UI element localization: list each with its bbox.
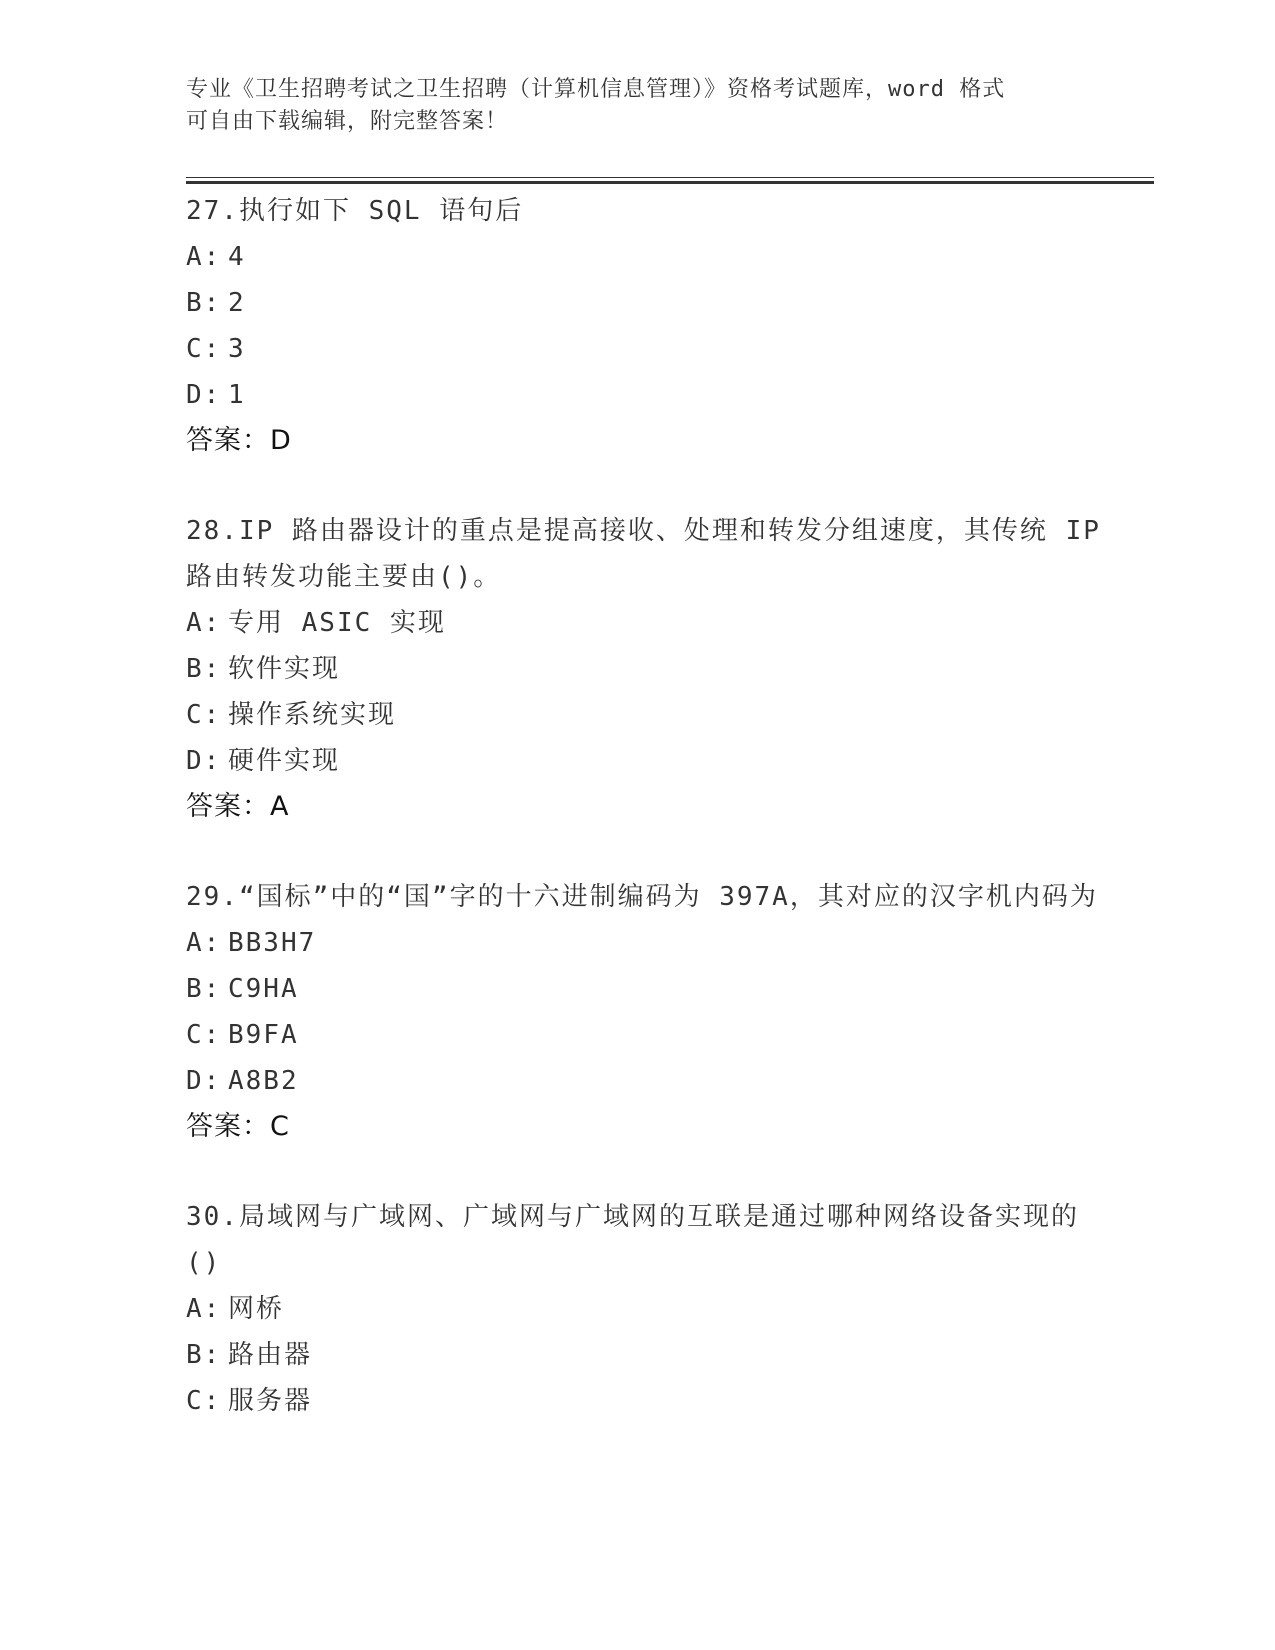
header-line-2: 可自由下载编辑，附完整答案！ bbox=[186, 109, 509, 134]
option-d bbox=[186, 738, 1106, 784]
option-letter: B: bbox=[186, 654, 222, 684]
option-text: C9HA bbox=[228, 974, 299, 1004]
option-letter: B: bbox=[186, 1340, 222, 1370]
option-c bbox=[186, 692, 1106, 738]
option-letter: A: bbox=[186, 608, 222, 638]
question-stem: 30.局域网与广域网、广域网与广域网的互联是通过哪种网络设备实现的() bbox=[186, 1202, 1079, 1278]
option-text: 路由器 bbox=[228, 1340, 313, 1370]
option-c bbox=[186, 1378, 1106, 1424]
answer-line: 答案：C bbox=[186, 1111, 290, 1142]
option-c bbox=[186, 326, 1106, 372]
option-text: BB3H7 bbox=[228, 928, 317, 958]
option-text: 1 bbox=[228, 380, 246, 410]
option-letter: A: bbox=[186, 242, 222, 272]
header-divider-thin bbox=[186, 177, 1154, 178]
option-letter: D: bbox=[186, 380, 222, 410]
option-letter: B: bbox=[186, 974, 222, 1004]
question-28 bbox=[186, 508, 1106, 830]
option-a bbox=[186, 600, 1106, 646]
option-b bbox=[186, 966, 1106, 1012]
option-text: 网桥 bbox=[228, 1294, 285, 1324]
option-text: A8B2 bbox=[228, 1066, 299, 1096]
question-spacer bbox=[186, 830, 1106, 874]
option-text: 4 bbox=[228, 242, 246, 272]
document-header bbox=[186, 74, 1086, 138]
option-text: 服务器 bbox=[228, 1386, 313, 1416]
option-b bbox=[186, 280, 1106, 326]
question-spacer bbox=[186, 1150, 1106, 1194]
option-c bbox=[186, 1012, 1106, 1058]
question-stem: 29.“国标”中的“国”字的十六进制编码为 397A，其对应的汉字机内码为 bbox=[186, 882, 1098, 912]
answer-line: 答案：A bbox=[186, 791, 290, 822]
question-spacer bbox=[186, 464, 1106, 508]
option-d bbox=[186, 372, 1106, 418]
option-letter: C: bbox=[186, 334, 222, 364]
option-text: B9FA bbox=[228, 1020, 299, 1050]
option-text: 操作系统实现 bbox=[228, 700, 397, 730]
question-stem: 28.IP 路由器设计的重点是提高接收、处理和转发分组速度，其传统 IP 路由转发功能主要由()。 bbox=[186, 516, 1101, 592]
option-text: 软件实现 bbox=[228, 654, 341, 684]
option-letter: C: bbox=[186, 1020, 222, 1050]
option-text: 2 bbox=[228, 288, 246, 318]
option-a bbox=[186, 1286, 1106, 1332]
option-letter: A: bbox=[186, 928, 222, 958]
option-letter: C: bbox=[186, 1386, 222, 1416]
option-letter: B: bbox=[186, 288, 222, 318]
option-letter: D: bbox=[186, 1066, 222, 1096]
option-letter: C: bbox=[186, 700, 222, 730]
option-letter: A: bbox=[186, 1294, 222, 1324]
question-29 bbox=[186, 874, 1106, 1150]
option-letter: D: bbox=[186, 746, 222, 776]
option-b bbox=[186, 646, 1106, 692]
question-list bbox=[186, 188, 1106, 1424]
option-d bbox=[186, 1058, 1106, 1104]
question-stem: 27.执行如下 SQL 语句后 bbox=[186, 196, 524, 226]
question-27 bbox=[186, 188, 1106, 464]
answer-line: 答案：D bbox=[186, 425, 292, 456]
option-b bbox=[186, 1332, 1106, 1378]
option-text: 专用 ASIC 实现 bbox=[228, 608, 446, 638]
header-divider-thick bbox=[186, 181, 1154, 184]
option-a bbox=[186, 920, 1106, 966]
option-text: 硬件实现 bbox=[228, 746, 341, 776]
option-a bbox=[186, 234, 1106, 280]
question-30 bbox=[186, 1194, 1106, 1424]
option-text: 3 bbox=[228, 334, 246, 364]
header-line-1: 专业《卫生招聘考试之卫生招聘（计算机信息管理）》资格考试题库，word 格式 bbox=[186, 77, 1006, 102]
